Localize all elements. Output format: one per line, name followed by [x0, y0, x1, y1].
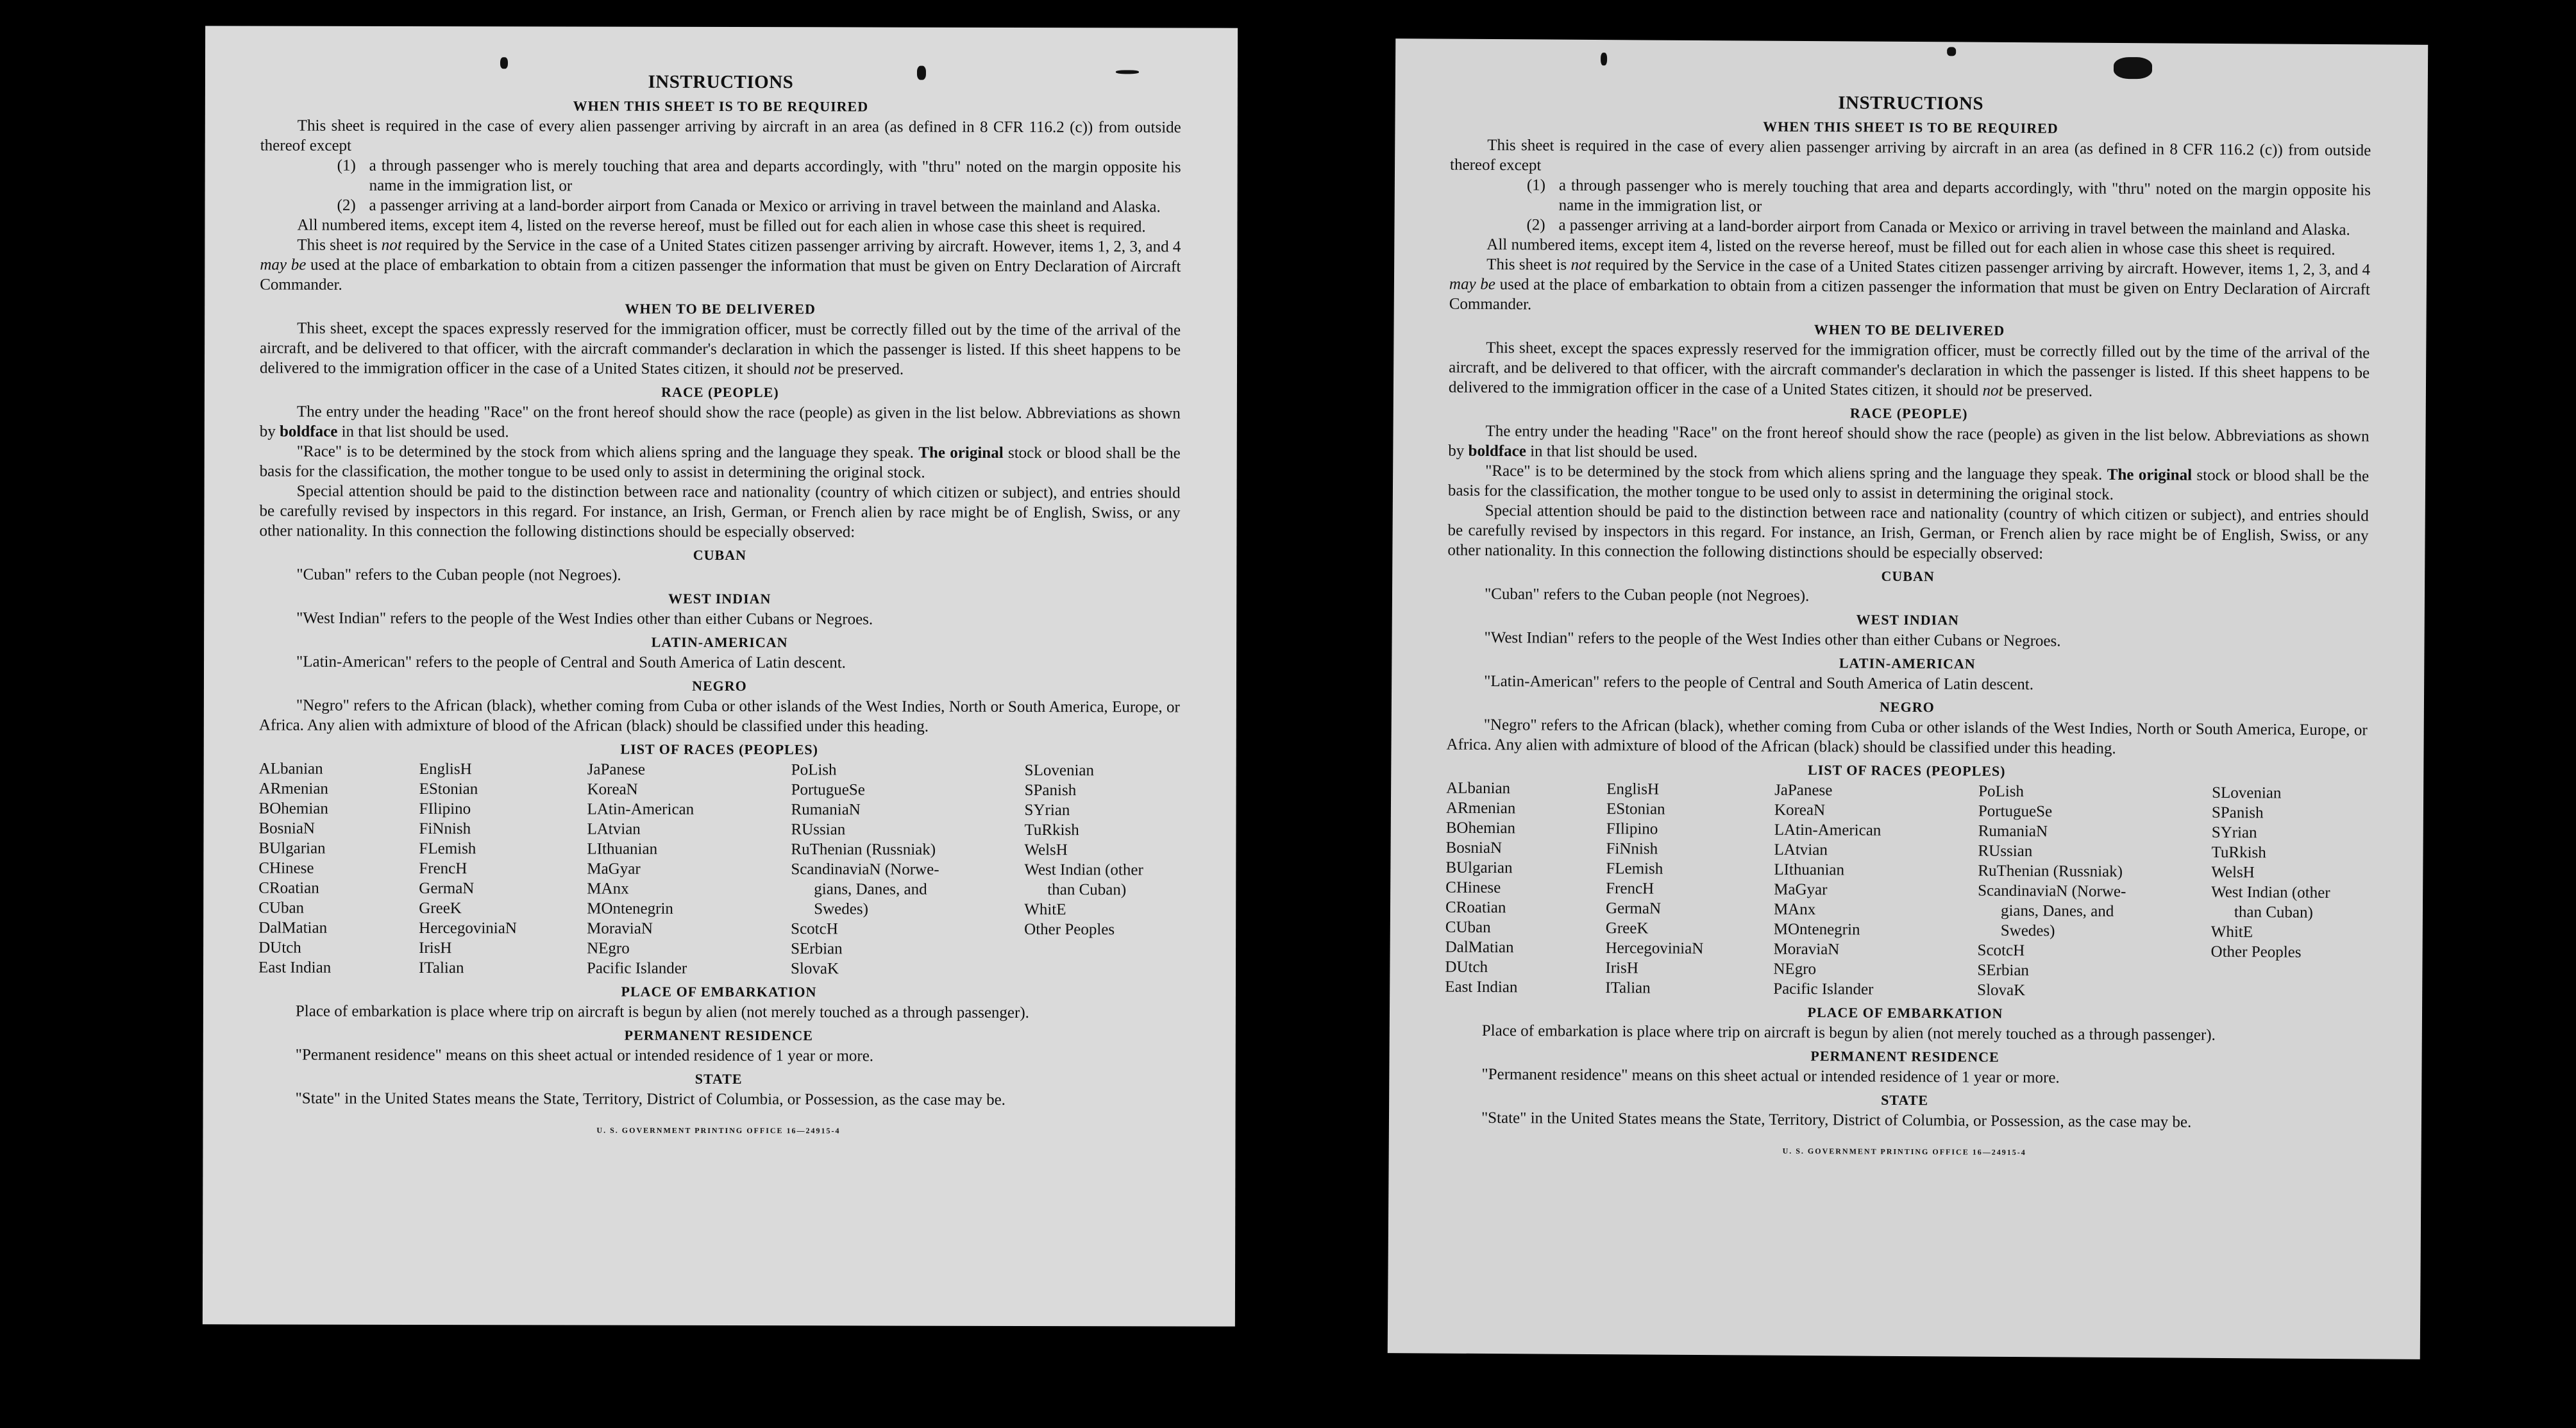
race-entry: West Indian (other [1024, 861, 1143, 879]
race-entry: MAnx [1773, 900, 1816, 919]
exception-item-1 [337, 156, 1181, 197]
race-entry: PoLish [1978, 782, 2025, 801]
heading-permanent-residence: PERMANENT RESIDENCE [1810, 1048, 1999, 1065]
race-entry: Swedes) [2000, 921, 2055, 940]
race-entry: HercegoviniaN [1605, 939, 1704, 958]
race-entry: FIlipino [419, 800, 471, 818]
ink-spot [500, 57, 508, 69]
paragraph-numbered-items: All numbered items, except item 4, listed on the reverse hereof, must be filled out for each alien in whose case this sheet is required. [297, 216, 1146, 236]
heading-cuban: CUBAN [693, 546, 747, 564]
race-entry: LIthuanian [587, 840, 658, 858]
definition-latin-american: "Latin-American" refers to the people of Central and South America of Latin descent. [296, 653, 846, 672]
race-entry: East Indian [1445, 978, 1518, 996]
race-entry: BUlgarian [258, 839, 326, 857]
race-entry: TuRkish [1024, 821, 1079, 839]
races-column-2 [419, 759, 587, 979]
paragraph-citizen: This sheet is not required by the Service in the case of a United States citizen passenger arriving by aircraft. However, items 1, 2, 3, and 4 may be used at the place of embarkation to obtain from a citizen passenger the information that must be given on Entry Declaration of Aircraft Commander. [1449, 255, 2371, 314]
race-entry: IrisH [1605, 959, 1638, 977]
race-entry: Other Peoples [1024, 920, 1115, 939]
race-entry: GermaN [419, 880, 475, 898]
race-entry: HercegoviniaN [419, 920, 517, 937]
race-entry: ITalian [1605, 979, 1651, 997]
race-entry: MaGyar [1774, 880, 1828, 899]
paragraph-embarkation: Place of embarkation is place where trip on aircraft is begun by alien (not merely touched as a through passenger). [295, 1002, 1029, 1022]
heading-west-indian: WEST INDIAN [1856, 611, 1960, 628]
race-entry: SErbian [791, 940, 843, 958]
race-entry: ScotcH [791, 920, 838, 938]
races-column-2 [1605, 779, 1774, 999]
races-column-1 [258, 759, 419, 978]
paragraph-state: "State" in the United States means the State, Territory, District of Columbia, or Possession, as the case may be. [1481, 1109, 2192, 1131]
item-number: (2) [1526, 216, 1545, 234]
race-entry: JaPanese [1774, 781, 1833, 800]
race-entry: PortugueSe [791, 781, 865, 799]
race-entry: DalMatian [1445, 938, 1514, 957]
race-entry: DUtch [1445, 958, 1488, 977]
race-entry: KoreaN [587, 780, 638, 798]
race-entry: SlovaK [791, 960, 839, 978]
definition-cuban: "Cuban" refers to the Cuban people (not Negroes). [1484, 585, 1810, 605]
exception-item-1 [1527, 175, 2371, 220]
race-entry: MOntenegrin [587, 900, 673, 918]
heading-latin-american: LATIN-AMERICAN [1839, 655, 1976, 672]
definition-west-indian: "West Indian" refers to the people of the West Indies other than either Cubans or Negroes. [296, 609, 873, 628]
race-entry: EStonian [1606, 800, 1665, 818]
race-entry: RUssian [1978, 842, 2033, 861]
race-entry: BosniaN [258, 819, 316, 837]
race-entry: FLemish [419, 840, 476, 858]
race-entry: MoraviaN [587, 920, 653, 937]
race-entry: NEgro [1773, 960, 1817, 979]
paragraph-permanent-residence: "Permanent residence" means on this sheet actual or intended residence of 1 year or more. [295, 1046, 874, 1065]
race-entry: East Indian [258, 959, 332, 977]
race-entry: JaPanese [587, 760, 645, 778]
race-entry: Swedes) [814, 900, 868, 918]
races-column-4 [791, 760, 1025, 979]
race-entry: IrisH [419, 939, 452, 957]
race-entry: RuThenian (Russniak) [1978, 862, 2123, 881]
heading-embarkation: PLACE OF EMBARKATION [621, 983, 817, 1000]
race-entry: SPanish [2211, 803, 2264, 822]
paragraph-required: This sheet is required in the case of every alien passenger arriving by aircraft in an area (as defined in 8 CFR 116.2 (c)) from outside thereof except [1449, 136, 2371, 174]
paragraph-numbered-items: All numbered items, except item 4, listed on the reverse hereof, must be filled out for each alien in whose case this sheet is required. [1486, 235, 2336, 259]
race-entry: KoreaN [1774, 801, 1826, 819]
races-column-3 [587, 760, 791, 979]
page-title: INSTRUCTIONS [648, 71, 794, 93]
race-entry: Other Peoples [2210, 943, 2302, 961]
races-column-1 [1445, 778, 1606, 998]
race-entry: MaGyar [587, 860, 641, 878]
race-entry: BOhemian [258, 800, 328, 818]
race-entry: CRoatian [258, 879, 319, 897]
race-entry: LIthuanian [1774, 861, 1845, 879]
race-entry: RumaniaN [1978, 822, 2048, 841]
races-column-5 [1024, 760, 1180, 980]
paragraph-delivery: This sheet, except the spaces expressly reserved for the immigration officer, must be correctly filled out by the time of the arrival of the aircraft, and be delivered to that officer, with the aircraft commander's declaration in which the passenger is listed. If this sheet happens to be delivered to the immigration officer in the case of a United States citizen, it should not be preserved. [259, 319, 1181, 378]
page-title: INSTRUCTIONS [1838, 92, 1984, 114]
race-entry: DUtch [258, 939, 301, 957]
paragraph-embarkation: Place of embarkation is place where trip on aircraft is begun by alien (not merely touched as a through passenger). [1481, 1021, 2216, 1044]
race-entry: WhitE [2210, 923, 2253, 941]
definition-negro: "Negro" refers to the African (black), whether coming from Cuba or other islands of the West Indies, North or South America, Europe, or Africa. Any alien with admixture of blood of the African (black) should be classified under this heading. [1446, 716, 2368, 757]
race-entry: RUssian [791, 821, 846, 839]
race-entry: MOntenegrin [1773, 920, 1860, 939]
race-entry: GreeK [1605, 920, 1649, 937]
item-number: (1) [1526, 176, 1546, 194]
item-text: a through passenger who is merely touching that area and departs accordingly, with "thru" noted on the margin opposite his name in the immigration list, or [1558, 176, 2371, 215]
paragraph-permanent-residence: "Permanent residence" means on this sheet actual or intended residence of 1 year or more. [1481, 1065, 2060, 1087]
race-entry: GermaN [1605, 900, 1662, 918]
paragraph-race-entry: The entry under the heading "Race" on the front hereof should show the race (people) as given in the list below. Abbreviations as shown by boldface in that list should be used. [1448, 422, 2370, 461]
race-entry: EnglisH [419, 760, 472, 778]
race-entry: WhitE [1024, 900, 1066, 919]
heading-when-required: WHEN THIS SHEET IS TO BE REQUIRED [1763, 118, 2058, 137]
item-text: a through passenger who is merely touching that area and departs accordingly, with "thru" noted on the margin opposite his name in the immigration list, or [369, 156, 1181, 195]
heading-when-required: WHEN THIS SHEET IS TO BE REQUIRED [573, 97, 869, 115]
race-entry: LAtin-American [587, 800, 695, 818]
race-entry: NEgro [587, 939, 630, 957]
paragraph-state: "State" in the United States means the State, Territory, District of Columbia, or Possession, as the case may be. [295, 1089, 1006, 1109]
race-entry: than Cuban) [2234, 903, 2313, 921]
race-entry: SlovaK [1977, 981, 2026, 1000]
race-entry: ARmenian [258, 780, 328, 798]
heading-west-indian: WEST INDIAN [668, 590, 771, 607]
race-entry: PortugueSe [1978, 802, 2053, 821]
definition-west-indian: "West Indian" refers to the people of the West Indies other than either Cubans or Negroes. [1484, 628, 2061, 650]
races-column-3 [1773, 780, 1978, 1000]
item-number: (2) [337, 196, 356, 214]
heading-race: RACE (PEOPLE) [1849, 405, 1968, 422]
race-entry: SYrian [1024, 801, 1070, 819]
race-entry: CUban [1445, 918, 1491, 937]
race-entry: LAtvian [587, 820, 641, 838]
ink-spot [2114, 57, 2152, 79]
exception-item-2 [337, 196, 1181, 217]
heading-negro: NEGRO [1880, 698, 1935, 716]
race-entry: ScotcH [1977, 941, 2025, 960]
race-entry: Pacific Islander [587, 959, 687, 977]
heading-embarkation: PLACE OF EMBARKATION [1807, 1004, 2003, 1021]
item-text: a passenger arriving at a land-border airport from Canada or Mexico or arriving in travel between the mainland and Alaska. [369, 196, 1161, 216]
race-entry: ScandinaviaN (Norwe- [791, 861, 939, 878]
paragraph-delivery: This sheet, except the spaces expressly reserved for the immigration officer, must be correctly filled out by the time of the arrival of the aircraft, and be delivered to that officer, with the aircraft commander's declaration in which the passenger is listed. If this sheet happens to be delivered to the immigration officer in the case of a United States citizen, it should not be preserved. [1448, 339, 2370, 400]
paragraph-race-definition: "Race" is to be determined by the stock from which aliens spring and the language they speak. The original stock or blood shall be the basis for the classification, the mother tongue to be used only to assist in determining the original stock. [1447, 462, 2370, 503]
race-entry: than Cuban) [1047, 881, 1127, 899]
race-entry: ALbanian [1446, 779, 1511, 798]
race-entry: SLovenian [2212, 784, 2282, 802]
race-entry: ARmenian [1445, 799, 1516, 818]
race-entry: BOhemian [1445, 819, 1516, 837]
definition-negro: "Negro" refers to the African (black), whether coming from Cuba or other islands of the West Indies, North or South America, Europe, or Africa. Any alien with admixture of blood of the African (black) should be classified under this heading. [258, 696, 1180, 735]
paragraph-race-entry: The entry under the heading "Race" on the front hereof should show the race (people) as given in the list below. Abbreviations as shown by boldface in that list should be used. [259, 403, 1181, 441]
race-entry: SErbian [1977, 961, 2030, 980]
printing-office-footer: U. S. GOVERNMENT PRINTING OFFICE 16—24915-4 [1782, 1146, 2026, 1157]
heading-negro: NEGRO [692, 677, 747, 694]
paragraph-race-nationality: Special attention should be paid to the distinction between race and nationality (country of which citizen or subject), and entries should be carefully revised by inspectors in this regard. For instance, an Irish, German, or French alien by race might be of English, Swiss, or any other nationality. In this connection the following distinctions should be especially observed: [1447, 501, 2369, 563]
races-column-4 [1977, 782, 2212, 1002]
ink-spot [1116, 70, 1139, 74]
race-entry: BUlgarian [1445, 859, 1513, 877]
heading-list-of-races: LIST OF RACES (PEOPLES) [1808, 762, 2006, 779]
race-entry: GreeK [419, 900, 462, 918]
race-entry: SLovenian [1024, 761, 1095, 780]
race-entry: CHinese [1445, 878, 1501, 897]
race-entry: WelsH [2211, 863, 2255, 882]
race-entry: TuRkish [2211, 843, 2266, 862]
heading-state: STATE [1881, 1091, 1929, 1109]
race-entry: FiNnish [419, 820, 471, 838]
race-entry: gians, Danes, and [2000, 902, 2114, 920]
race-entry: SYrian [2211, 823, 2257, 842]
race-entry: ScandinaviaN (Norwe- [1978, 882, 2126, 901]
race-entry: FrencH [419, 860, 467, 878]
race-entry: LAtin-American [1774, 821, 1881, 839]
race-entry: WelsH [1024, 841, 1068, 859]
document-page-left [203, 26, 1238, 1326]
race-entry: DalMatian [258, 919, 328, 937]
heading-list-of-races: LIST OF RACES (PEOPLES) [620, 741, 819, 758]
paragraph-race-definition: "Race" is to be determined by the stock from which aliens spring and the language they speak. The original stock or blood shall be the basis for the classification, the mother tongue to be used only to assist in determining the original stock. [259, 442, 1181, 482]
race-entry: FrencH [1606, 880, 1654, 898]
definition-cuban: "Cuban" refers to the Cuban people (not Negroes). [296, 566, 621, 584]
race-entry: MoraviaN [1773, 940, 1840, 959]
race-entry: CUban [258, 899, 305, 917]
ink-spot [917, 66, 926, 80]
race-entry: RuThenian (Russniak) [791, 841, 936, 859]
race-entry: West Indian (other [2211, 883, 2330, 902]
race-entry: FIlipino [1606, 820, 1658, 838]
race-entry: gians, Danes, and [814, 880, 927, 898]
races-column-5 [2210, 783, 2367, 1002]
race-entry: FiNnish [1606, 840, 1658, 858]
races-table [258, 759, 1180, 979]
paragraph-required: This sheet is required in the case of every alien passenger arriving by aircraft in an area (as defined in 8 CFR 116.2 (c)) from outside thereof except [260, 117, 1181, 155]
race-entry: CHinese [258, 859, 314, 877]
ink-spot [1601, 53, 1607, 65]
item-text: a passenger arriving at a land-border airport from Canada or Mexico or arriving in travel between the mainland and Alaska. [1558, 216, 2350, 239]
heading-state: STATE [695, 1070, 743, 1088]
heading-race: RACE (PEOPLE) [661, 383, 779, 401]
race-entry: FLemish [1606, 860, 1663, 878]
race-entry: EStonian [419, 780, 478, 798]
heading-cuban: CUBAN [1881, 567, 1935, 585]
races-table [1445, 778, 2367, 1003]
race-entry: SPanish [1024, 781, 1077, 800]
race-entry: EnglisH [1606, 780, 1660, 798]
race-entry: LAtvian [1774, 841, 1828, 859]
race-entry: Pacific Islander [1773, 980, 1874, 998]
heading-permanent-residence: PERMANENT RESIDENCE [624, 1027, 813, 1044]
heading-when-delivered: WHEN TO BE DELIVERED [1814, 321, 2005, 339]
definition-latin-american: "Latin-American" refers to the people of Central and South America of Latin descent. [1484, 672, 2034, 694]
heading-when-delivered: WHEN TO BE DELIVERED [625, 300, 816, 317]
race-entry: MAnx [587, 880, 629, 898]
document-page-right [1388, 38, 2428, 1359]
race-entry: RumaniaN [791, 801, 861, 819]
heading-latin-american: LATIN-AMERICAN [651, 634, 788, 651]
paragraph-race-nationality: Special attention should be paid to the distinction between race and nationality (country of which citizen or subject), and entries should be carefully revised by inspectors in this regard. For instance, an Irish, German, or French alien by race might be of English, Swiss, or any other nationality. In this connection the following distinctions should be especially observed: [259, 482, 1181, 541]
ink-spot [1947, 47, 1956, 56]
race-entry: BosniaN [1445, 839, 1503, 857]
paragraph-citizen: This sheet is not required by the Service in the case of a United States citizen passenger arriving by aircraft. However, items 1, 2, 3, and 4 may be used at the place of embarkation to obtain from a citizen passenger the information that must be given on Entry Declaration of Aircraft Commander. [260, 236, 1181, 294]
printing-office-footer: U. S. GOVERNMENT PRINTING OFFICE 16—24915-4 [596, 1125, 841, 1136]
race-entry: ALbanian [258, 760, 323, 778]
race-entry: CRoatian [1445, 898, 1506, 917]
race-entry: PoLish [791, 761, 837, 779]
item-number: (1) [337, 156, 356, 174]
race-entry: ITalian [419, 959, 464, 977]
